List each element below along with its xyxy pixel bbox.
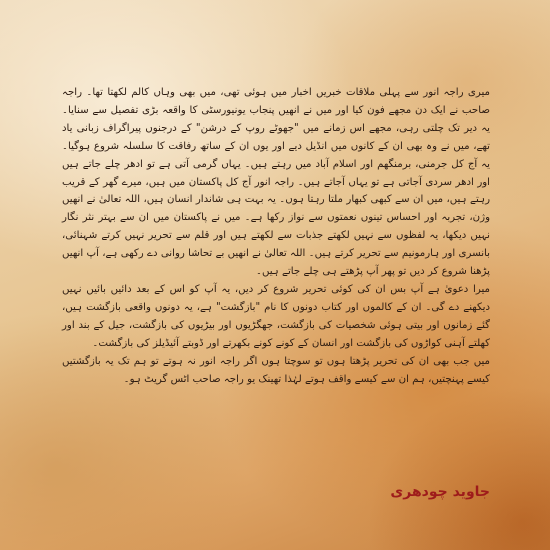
- paragraph-2: میرا دعویٰ ہے آپ بس ان کی کوئی تحریر شروع کر دیں، یہ آپ کو اس کے بعد دائیں بائیں نہیں دیکھنے دے گی۔ ان کے کالموں اور کتاب دونوں کا نام "بازگشت" ہے، یہ دونوں واقعی بازگشت ہیں، گئے زمانوں اور بیتی ہوئی شخصیات کی بازگشت، جھگڑیوں اور بیڑیوں کی بازگشت، جیل کے بند اور کھلتے آہنی کواڑوں کی بازگشت اور انسان کے کونے کونے بکھرتے اور ڈوبتے آئیڈیلز کی بازگشت۔: [62, 283, 490, 349]
- body-text: [62, 84, 490, 388]
- paragraph-3: میں جب بھی ان کی تحریر پڑھتا ہوں تو سوچتا ہوں اگر راجہ انور نہ ہوتے تو ہم تک یہ بازگشتیں کیسے پہنچتیں، ہم ان سے کیسے واقف ہوتے لہٰذا تھینک یو راجہ صاحب اٹس گریٹ ہو۔: [62, 355, 490, 385]
- author-signature: جاوید چودھری: [390, 484, 490, 500]
- paragraph-1: میری راجہ انور سے پہلی ملاقات خبریں اخبار میں ہوئی تھی، میں بھی وہاں کالم لکھتا تھا۔ راجہ صاحب نے ایک دن مجھے فون کیا اور میں نے انھیں پنجاب یونیورسٹی کا واقعہ بڑی تفصیل سے سنایا۔ یہ دیر تک چلتی رہی، مجھے اس زمانے میں "جھوٹے روپ کے درشن" کے درجنوں پیراگراف زبانی یاد تھے، میں نے وہ بھی ان کے کانوں میں انڈیل دیے اور یوں ان کے ساتھ رفاقت کا سلسلہ شروع ہوگیا۔ یہ آج کل جرمنی، برمنگھم اور اسلام آباد میں رہتے ہیں۔ یہاں گرمی آتی ہے تو ادھر چلے جاتے ہیں اور ادھر سردی آجاتی ہے تو یہاں آجاتے ہیں۔ راجہ انور آج کل پاکستان میں ہیں، میرے گھر کے قریب رہتے ہیں، میں ان سے کبھی کبھار ملتا رہتا ہوں۔ یہ بہت ہی شاندار انسان ہیں، اللہ تعالیٰ نے انھیں وژن، تجربہ اور احساس تینوں نعمتوں سے نواز رکھا ہے۔ میں نے پاکستان میں ان سے بہتر نثر نگار نہیں دیکھا، یہ لفظوں سے نہیں لکھتے جذبات سے لکھتے ہیں اور قلم سے تحریر نہیں کرتے شہنائی، بانسری اور ہارمونیم سے تحریر کرتے ہیں۔ اللہ تعالیٰ نے انھیں بے تحاشا روانی دے رکھی ہے، آپ انھیں پڑھنا شروع کر دیں تو پھر آپ پڑھتے ہی چلے جاتے ہیں۔: [62, 87, 490, 278]
